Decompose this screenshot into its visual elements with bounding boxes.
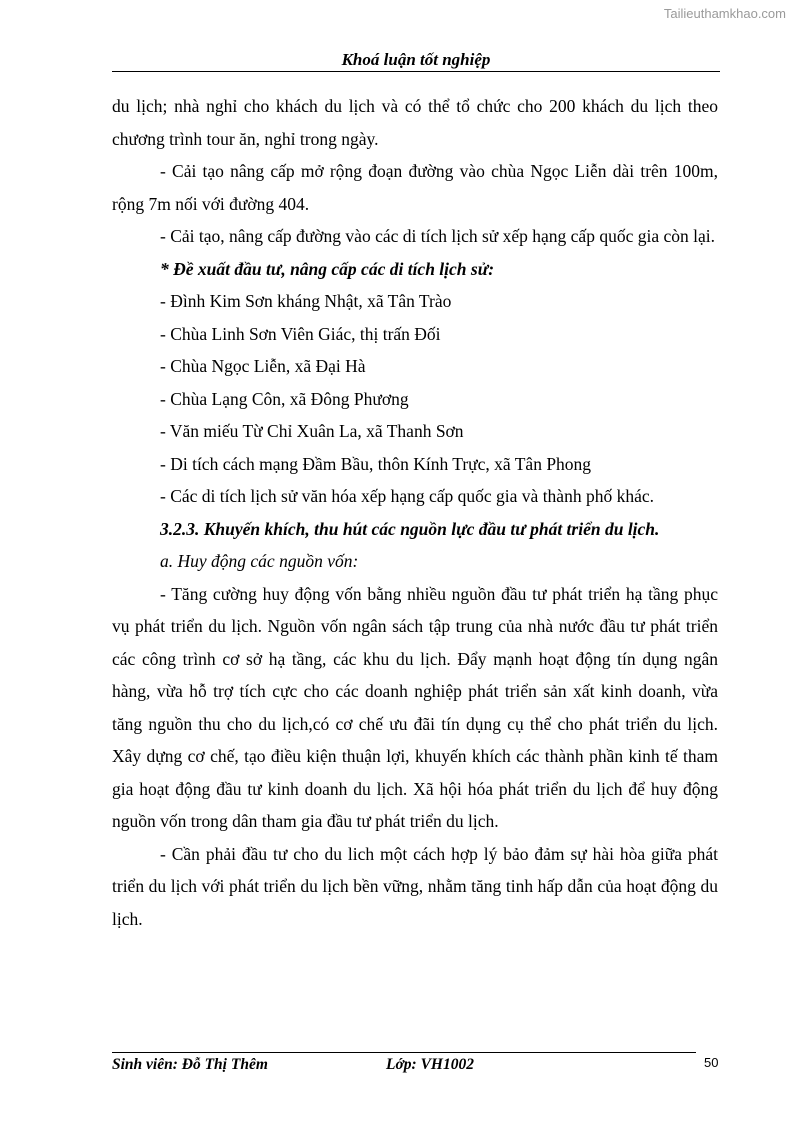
page-header-title: Khoá luận tốt nghiệp <box>341 50 491 69</box>
list-item: - Văn miếu Từ Chỉ Xuân La, xã Thanh Sơn <box>160 421 464 441</box>
watermark: Tailieuthamkhao.com <box>663 6 786 21</box>
footer-student: Sinh viên: Đỗ Thị Thêm <box>112 1056 268 1073</box>
list-item: - Chùa Linh Sơn Viên Giác, thị trấn Đối <box>160 323 441 344</box>
section-heading-3-2-3: 3.2.3. Khuyến khích, thu hút các nguồn lực đầu tư phát triển du lịch. <box>160 518 660 539</box>
list-item: - Chùa Ngọc Liễn, xã Đại Hà <box>160 356 366 376</box>
paragraph-3: - Cải tạo, nâng cấp đường vào các di tích lịch sử xếp hạng cấp quốc gia còn lại. <box>160 226 715 246</box>
footer-class: Lớp: VH1002 <box>386 1056 474 1073</box>
list-item: - Chùa Lạng Côn, xã Đông Phương <box>160 388 409 409</box>
footer-divider <box>112 1052 696 1053</box>
header-divider <box>112 71 720 72</box>
document-body <box>112 90 718 935</box>
subheading-capital: a. Huy động các nguồn vốn: <box>160 551 359 571</box>
paragraph-2: - Cải tạo nâng cấp mở rộng đoạn đường vào chùa Ngọc Liễn dài trên 100m, rộng 7m nối với đường 404. <box>112 161 718 214</box>
section-heading-investment: * Đề xuất đầu tư, nâng cấp các di tích lịch sử: <box>160 258 495 279</box>
paragraph-5: - Cần phải đầu tư cho du lich một cách hợp lý bảo đảm sự hài hòa giữa phát triển du lịch với phát triển du lịch bền vững, nhằm tăng tinh hấp dẫn của hoạt động du lịch. <box>112 843 718 929</box>
paragraph-4: - Tăng cường huy động vốn bằng nhiều nguồn đầu tư phát triển hạ tầng phục vụ phát triển du lịch. Nguồn vốn ngân sách tập trung của nhà nước đầu tư phát triển các công trình cơ sở hạ tầng, các khu du lịch. Đẩy mạnh hoạt động tín dụng ngân hàng, vừa hỗ trợ tích cực cho các doanh nghiệp phát triển sản xất kinh doanh, vừa tăng nguồn thu cho du lịch,có cơ chế ưu đãi tín dụng cụ thể cho phát triển du lịch. Xây dựng cơ chế, tạo điều kiện thuận lợi, khuyến khích các thành phần kinh tế tham gia hoạt động đầu tư kinh doanh du lịch. Xã hội hóa phát triển du lịch để huy động nguồn vốn trong dân tham gia đầu tư phát triển du lịch. <box>112 583 718 831</box>
page-number: 50 <box>704 1055 719 1070</box>
list-item: - Đình Kim Sơn kháng Nhật, xã Tân Trào <box>160 291 452 311</box>
list-item: - Các di tích lịch sử văn hóa xếp hạng cấp quốc gia và thành phố khác. <box>160 486 654 506</box>
list-item: - Di tích cách mạng Đầm Bầu, thôn Kính Trực, xã Tân Phong <box>160 453 592 474</box>
paragraph-1: du lịch; nhà nghỉ cho khách du lịch và có thể tổ chức cho 200 khách du lịch theo chương trình tour ăn, nghỉ trong ngày. <box>112 96 718 149</box>
